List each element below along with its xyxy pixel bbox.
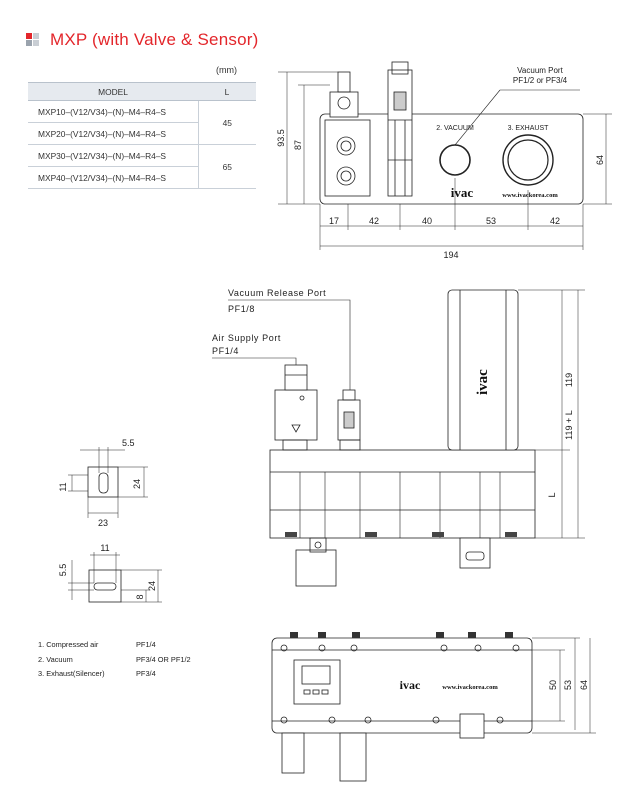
vacuum-label: 2. VACUUM [436, 125, 474, 132]
l-cell: 45 [198, 101, 256, 145]
small-detail-1 [58, 438, 148, 528]
dim-194: 194 [443, 250, 459, 260]
model-cell: MXP10–(V12/V34)–(N)–M4–R4–S [28, 101, 198, 123]
top-view [276, 62, 612, 260]
dim-17: 17 [328, 216, 340, 226]
top-site-text: www.ivackorea.com [502, 192, 558, 199]
top-sensor-block [388, 70, 412, 196]
dim-24-b: 24 [147, 580, 157, 592]
release-port-spec: PF1/8 [228, 304, 256, 314]
dim-42a: 42 [368, 216, 380, 226]
front-sensor-box [296, 550, 336, 586]
legend-item: 3. Exhaust(Silencer) PF3/4 [38, 669, 156, 678]
exhaust-label: 3. EXHAUST [507, 125, 549, 132]
dim-11-top: 11 [100, 543, 110, 553]
bottom-site-text: www.ivackorea.com [442, 684, 498, 691]
dim-5-5-left: 5.5 [58, 563, 68, 577]
sensor-display [294, 660, 340, 704]
top-brand-logo: ivac [450, 185, 474, 200]
dim-l: L [547, 492, 557, 498]
top-left-valve [330, 92, 358, 117]
col-l-header: L [198, 83, 256, 101]
small-detail-2 [58, 543, 162, 602]
dim-53: 53 [563, 679, 573, 691]
legend-item: 2. Vacuum PF3/4 OR PF1/2 [38, 654, 191, 664]
front-brand-logo: ivac [475, 369, 491, 395]
supply-port-spec: PF1/4 [212, 346, 240, 356]
dim-42b: 42 [549, 216, 561, 226]
dim-64-top: 64 [595, 154, 605, 166]
model-cell: MXP30–(V12/V34)–(N)–M4–R4–S [28, 145, 198, 167]
dim-93-5: 93.5 [276, 129, 286, 147]
model-cell: MXP40–(V12/V34)–(N)–M4–R4–S [28, 167, 198, 189]
top-left-valve-cap [338, 72, 350, 92]
dim-50: 50 [548, 679, 558, 691]
dim-119: 119 [564, 372, 574, 388]
vacuum-port-spec: PF1/2 or PF3/4 [512, 76, 568, 85]
dim-119-l: 119 + L [564, 410, 574, 440]
front-body [270, 450, 535, 538]
vacuum-port-label: Vacuum Port [517, 66, 563, 75]
dim-64-bottom: 64 [579, 679, 589, 691]
dim-23: 23 [97, 518, 109, 528]
unit-label: (mm) [216, 65, 237, 75]
dim-40: 40 [421, 216, 433, 226]
dim-87: 87 [293, 139, 303, 151]
release-port-label: Vacuum Release Port [228, 288, 327, 298]
dim-24: 24 [132, 478, 142, 490]
dim-11: 11 [58, 482, 68, 492]
bottom-view [272, 632, 596, 781]
bottom-fitting-1 [282, 733, 304, 773]
legend-item: 1. Compressed air PF1/4 [38, 640, 156, 649]
dim-8: 8 [135, 594, 145, 600]
col-model-header: MODEL [28, 83, 198, 101]
page-title: MXP (with Valve & Sensor) [50, 30, 259, 49]
l-cell: 65 [198, 145, 256, 189]
front-fitting [460, 538, 490, 568]
dim-5-5: 5.5 [122, 438, 135, 448]
bottom-brand-logo: ivac [399, 678, 421, 692]
dim-53: 53 [485, 216, 497, 226]
model-cell: MXP20–(V12/V34)–(N)–M4–R4–S [28, 123, 198, 145]
supply-port-label: Air Supply Port [212, 333, 282, 343]
bottom-fitting-2 [340, 733, 366, 781]
port-legend [38, 638, 191, 682]
front-view [212, 288, 585, 586]
